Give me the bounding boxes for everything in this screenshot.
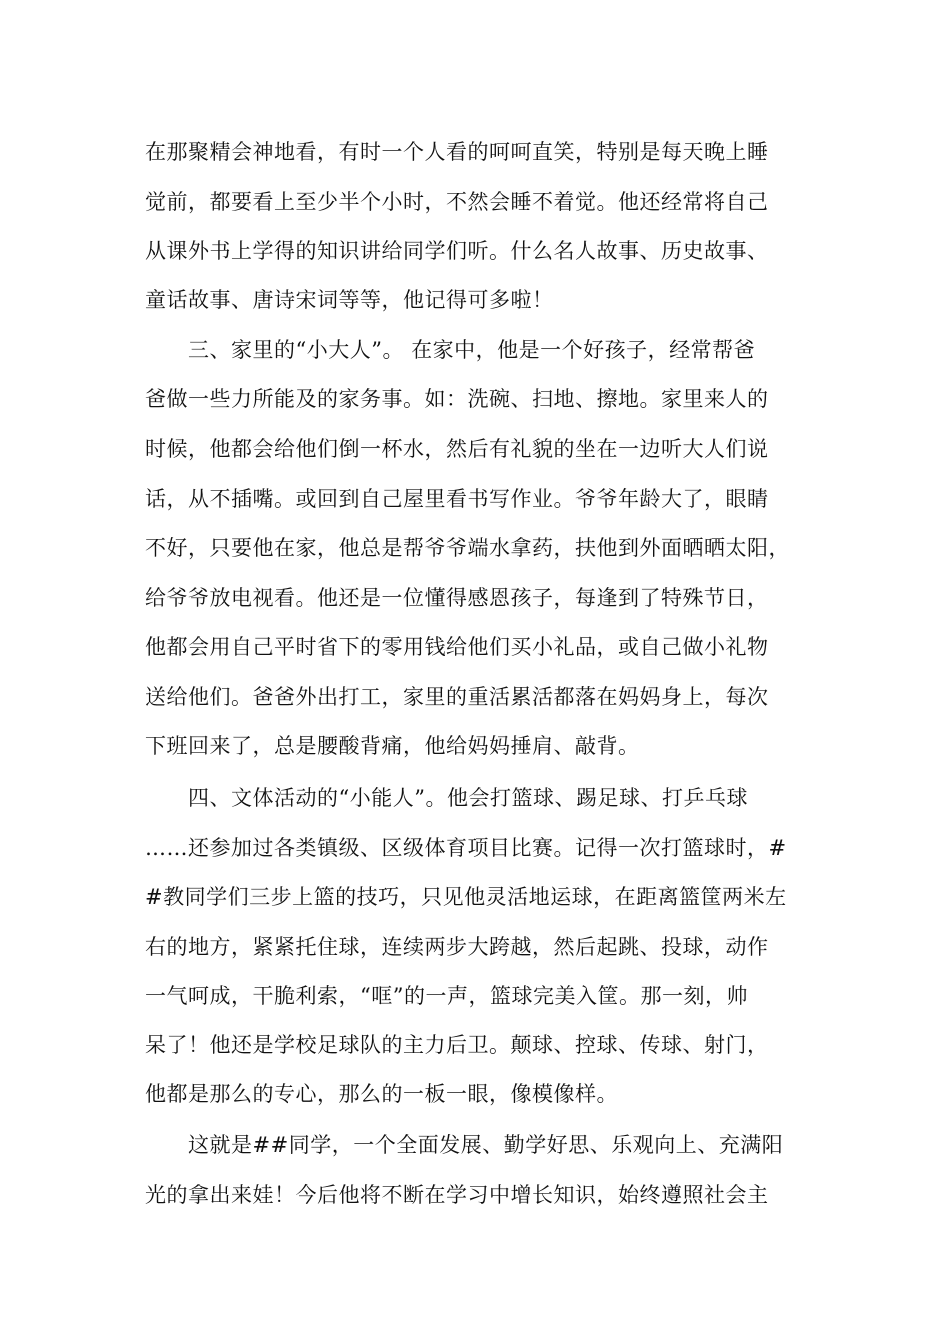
text-line-5: 三、家里的“小大人”。 在家中，他是一个好孩子，经常帮爸 — [188, 338, 756, 362]
text-line-22: 光的拿出来娃！今后他将不断在学习中增长知识，始终遵照社会主 — [145, 1183, 769, 1207]
text-line-12: 送给他们。爸爸外出打工，家里的重活累活都落在妈妈身上，每次 — [145, 685, 769, 709]
text-line-9: 不好，只要他在家，他总是帮爷爷端水拿药，扶他到外面晒晒太阳， — [145, 536, 790, 560]
text-line-7: 时候，他都会给他们倒一杯水，然后有礼貌的坐在一边听大人们说 — [145, 437, 769, 461]
text-line-20: 他都是那么的专心，那么的一板一眼，像模像样。 — [145, 1082, 618, 1106]
text-line-21: 这就是##同学，一个全面发展、勤学好思、乐观向上、充满阳 — [188, 1133, 784, 1157]
text-line-18: 一气呵成，干脆利索，“哐”的一声，篮球完美入筐。那一刻，帅 — [145, 984, 748, 1008]
text-line-14: 四、文体活动的“小能人”。他会打篮球、踢足球、打乒乓球 — [188, 786, 748, 810]
text-line-11: 他都会用自己平时省下的零用钱给他们买小礼品，或自己做小礼物 — [145, 635, 769, 659]
text-line-1: 在那聚精会神地看，有时一个人看的呵呵直笑，特别是每天晚上睡 — [145, 140, 769, 164]
text-line-8: 话，从不插嘴。或回到自己屋里看书写作业。爷爷年龄大了，眼睛 — [145, 487, 769, 511]
text-line-4: 童话故事、唐诗宋词等等，他记得可多啦！ — [145, 288, 554, 312]
text-line-17: 右的地方，紧紧托住球，连续两步大跨越，然后起跳、投球，动作 — [145, 935, 769, 959]
text-line-19: 呆了！他还是学校足球队的主力后卫。颠球、控球、传球、射门， — [145, 1033, 769, 1057]
text-line-15: ……还参加过各类镇级、区级体育项目比赛。记得一次打篮球时，# — [145, 836, 787, 860]
text-line-3: 从课外书上学得的知识讲给同学们听。什么名人故事、历史故事、 — [145, 239, 769, 263]
text-line-10: 给爷爷放电视看。他还是一位懂得感恩孩子，每逢到了特殊节日， — [145, 586, 769, 610]
text-line-16: #教同学们三步上篮的技巧，只见他灵活地运球，在距离篮筐两米左 — [145, 885, 787, 909]
text-line-6: 爸做一些力所能及的家务事。如：洗碗、扫地、擦地。家里来人的 — [145, 387, 769, 411]
text-line-13: 下班回来了，总是腰酸背痛，他给妈妈捶肩、敲背。 — [145, 734, 640, 758]
text-line-2: 觉前，都要看上至少半个小时，不然会睡不着觉。他还经常将自己 — [145, 190, 769, 214]
